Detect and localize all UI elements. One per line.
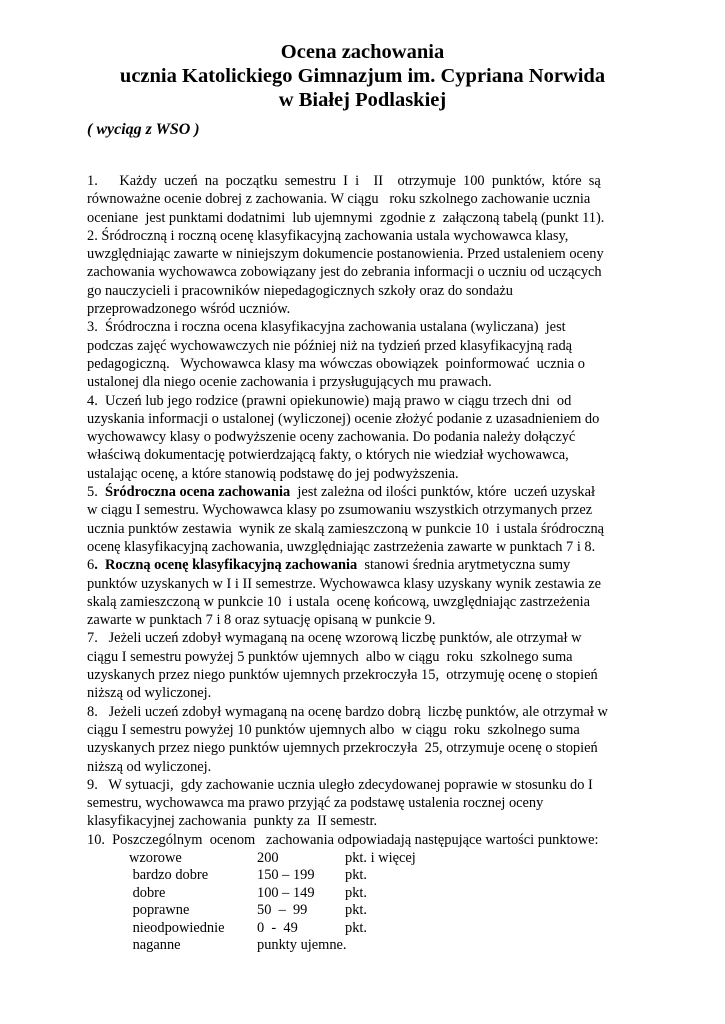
paragraph-line: zawarte w punktach 7 i 8 oraz sytuację opisaną w punkcie 9. bbox=[87, 612, 436, 629]
grade-points-table bbox=[87, 849, 641, 954]
paragraph-line: podczas zajęć wychowawczych nie później niż na tydzień przed klasyfikacyjną radą bbox=[87, 337, 573, 354]
grade-range: 200 bbox=[257, 849, 279, 866]
grade-unit: pkt. i więcej bbox=[345, 849, 416, 866]
paragraph-3 bbox=[87, 318, 641, 391]
grade-range: punkty ujemne. bbox=[257, 937, 347, 954]
paragraph-line: skalą zamieszczoną w punkcie 10 i ustala ocenę końcową, uwzględniając zastrzeżenia bbox=[87, 593, 591, 610]
paragraph-line: równoważne ocenie dobrej z zachowania. W ciągu roku szkolnego zachowanie ucznia bbox=[87, 191, 591, 208]
paragraph-7 bbox=[87, 629, 641, 702]
paragraph-10 bbox=[87, 831, 641, 849]
bold-phrase: Śródroczna ocena zachowania bbox=[105, 484, 291, 501]
grade-range: 100 – 149 bbox=[257, 884, 315, 901]
grade-name: dobre bbox=[129, 884, 166, 901]
grade-range: 150 – 199 bbox=[257, 867, 315, 884]
paragraph-line: 1. Każdy uczeń na początku semestru I i II otrzymuje 100 punktów, które są bbox=[87, 173, 601, 189]
grade-unit: pkt. bbox=[345, 884, 367, 901]
paragraph-line: uzyskania informacji o ustalonej (wyliczonej) ocenie złożyć podanie z uzasadnieniem do bbox=[87, 410, 600, 427]
paragraph-text: jest zależna od ilości punktów, które uczeń uzyskał bbox=[290, 484, 595, 501]
grade-name: wzorowe bbox=[129, 849, 182, 866]
grade-name: naganne bbox=[129, 937, 181, 954]
paragraph-line: klasyfikacyjnej zachowania punkty za II semestr. bbox=[87, 813, 378, 830]
paragraph-line: semestru, wychowawca ma prawo przyjąć za podstawę ustalenia rocznej oceny bbox=[87, 795, 544, 812]
paragraph-2 bbox=[87, 227, 641, 318]
paragraph-9 bbox=[87, 776, 641, 831]
paragraph-line bbox=[87, 556, 641, 574]
paragraph-line: oceniane jest punktami dodatnimi lub ujemnymi zgodnie z załączoną tabelą (punkt 11). bbox=[87, 209, 605, 226]
paragraph-line: zachowania wychowawca zobowiązany jest do zebrania informacji o uczniu od uczących bbox=[87, 264, 602, 281]
paragraph-line bbox=[87, 483, 641, 501]
paragraph-number: 6 bbox=[87, 557, 95, 574]
paragraph-line: właściwą dokumentację potwierdzającą fakty, o których nie wiedział wychowawca, bbox=[87, 447, 569, 464]
paragraph-line: ciągu I semestru powyżej 10 punktów ujemnych albo w ciągu roku szkolnego suma bbox=[87, 721, 580, 738]
document-subtitle: ( wyciąg z WSO ) bbox=[87, 121, 200, 138]
paragraph-line: 2. Śródroczną i roczną ocenę klasyfikacyjną zachowania ustala wychowawca klasy, bbox=[87, 227, 569, 244]
paragraph-number: 5. bbox=[87, 484, 105, 501]
paragraph-line: 8. Jeżeli uczeń zdobył wymaganą na ocenę bardzo dobrą liczbę punktów, ale otrzymał w bbox=[87, 703, 608, 720]
paragraph-4 bbox=[87, 392, 641, 483]
paragraph-line: ciągu I semestru powyżej 5 punktów ujemnych albo w ciągu roku szkolnego suma bbox=[87, 648, 573, 665]
paragraph-line: 10. Poszczególnym ocenom zachowania odpowiadają następujące wartości punktowe: bbox=[87, 831, 599, 848]
table-row bbox=[87, 866, 641, 884]
table-row bbox=[87, 884, 641, 902]
paragraph-6 bbox=[87, 556, 641, 629]
grade-range: 0 - 49 bbox=[257, 919, 298, 936]
paragraph-line: ustalonej dla niego ocenie zachowania i przysługujących mu prawach. bbox=[87, 374, 492, 391]
document-title-line-2: ucznia Katolickiego Gimnazjum im. Cypriana Norwida bbox=[119, 65, 606, 87]
grade-unit: pkt. bbox=[345, 867, 367, 884]
paragraph-line: uzyskanych przez niego punktów ujemnych przekroczyła 15, otrzymuję ocenę o stopień bbox=[87, 667, 598, 684]
paragraph-line: przeprowadzonego wśród uczniów. bbox=[87, 301, 291, 318]
paragraph-8 bbox=[87, 703, 641, 776]
paragraph-line: 7. Jeżeli uczeń zdobył wymaganą na ocenę wzorową liczbę punktów, ale otrzymał w bbox=[87, 630, 582, 647]
paragraph-line: w ciągu I semestru. Wychowawca klasy po zsumowaniu wszystkich otrzymanych przez bbox=[87, 502, 593, 519]
document-body bbox=[87, 172, 641, 954]
paragraph-line: wychowawcy klasy o podwyższenie oceny zachowania. Do podania należy dołączyć bbox=[87, 429, 576, 446]
bold-phrase: . Roczną ocenę klasyfikacyjną zachowania bbox=[94, 557, 358, 574]
table-row bbox=[87, 901, 641, 919]
grade-name: nieodpowiednie bbox=[129, 919, 225, 936]
grade-name: poprawne bbox=[129, 902, 190, 919]
paragraph-line: 3. Śródroczna i roczna ocena klasyfikacyjna zachowania ustalana (wyliczana) jest bbox=[87, 319, 566, 336]
document-title-line-3: w Białej Podlaskiej bbox=[278, 89, 447, 111]
table-row bbox=[87, 919, 641, 937]
paragraph-line: punktów uzyskanych w I i II semestrze. Wychowawca klasy uzyskany wynik zestawia ze bbox=[87, 575, 601, 592]
paragraph-line: ustalając ocenę, a które stanowią podstawę do jej podwyższenia. bbox=[87, 465, 459, 482]
paragraph-line: pedagogiczną. Wychowawca klasy ma wówczas obowiązek poinformować ucznia o bbox=[87, 355, 585, 372]
table-row bbox=[87, 936, 641, 954]
paragraph-line: niższą od wyliczonej. bbox=[87, 758, 212, 775]
paragraph-text: stanowi średnia arytmetyczna sumy bbox=[357, 557, 571, 574]
paragraph-line: uzyskanych przez niego punktów ujemnych przekroczyła 25, otrzymuje ocenę o stopień bbox=[87, 740, 598, 757]
paragraph-1 bbox=[87, 172, 641, 227]
grade-name: bardzo dobre bbox=[129, 867, 209, 884]
paragraph-line: go nauczycieli i pracowników niepedagogicznych szkoły oraz do sondażu bbox=[87, 282, 513, 299]
grade-unit: pkt. bbox=[345, 919, 367, 936]
document-title: Ocena zachowania bbox=[280, 41, 445, 63]
paragraph-line: 9. W sytuacji, gdy zachowanie ucznia uległo zdecydowanej poprawie w stosunku do I bbox=[87, 776, 593, 793]
paragraph-5 bbox=[87, 483, 641, 556]
grade-unit: pkt. bbox=[345, 902, 367, 919]
table-row bbox=[87, 849, 641, 867]
grade-range: 50 – 99 bbox=[257, 902, 308, 919]
paragraph-line: uwzględniając zawarte w niniejszym dokumencie postanowienia. Przed ustaleniem oceny bbox=[87, 246, 604, 263]
paragraph-line: ocenę klasyfikacyjną zachowania, uwzględniając zastrzeżenia zawarte w punktach 7 i 8. bbox=[87, 538, 596, 555]
paragraph-line: ucznia punktów zestawia wynik ze skalą zamieszczoną w punkcie 10 i ustala śródroczną bbox=[87, 520, 605, 537]
paragraph-line: 4. Uczeń lub jego rodzice (prawni opiekunowie) mają prawo w ciągu trzech dni od bbox=[87, 392, 572, 409]
paragraph-line: niższą od wyliczonej. bbox=[87, 685, 212, 702]
